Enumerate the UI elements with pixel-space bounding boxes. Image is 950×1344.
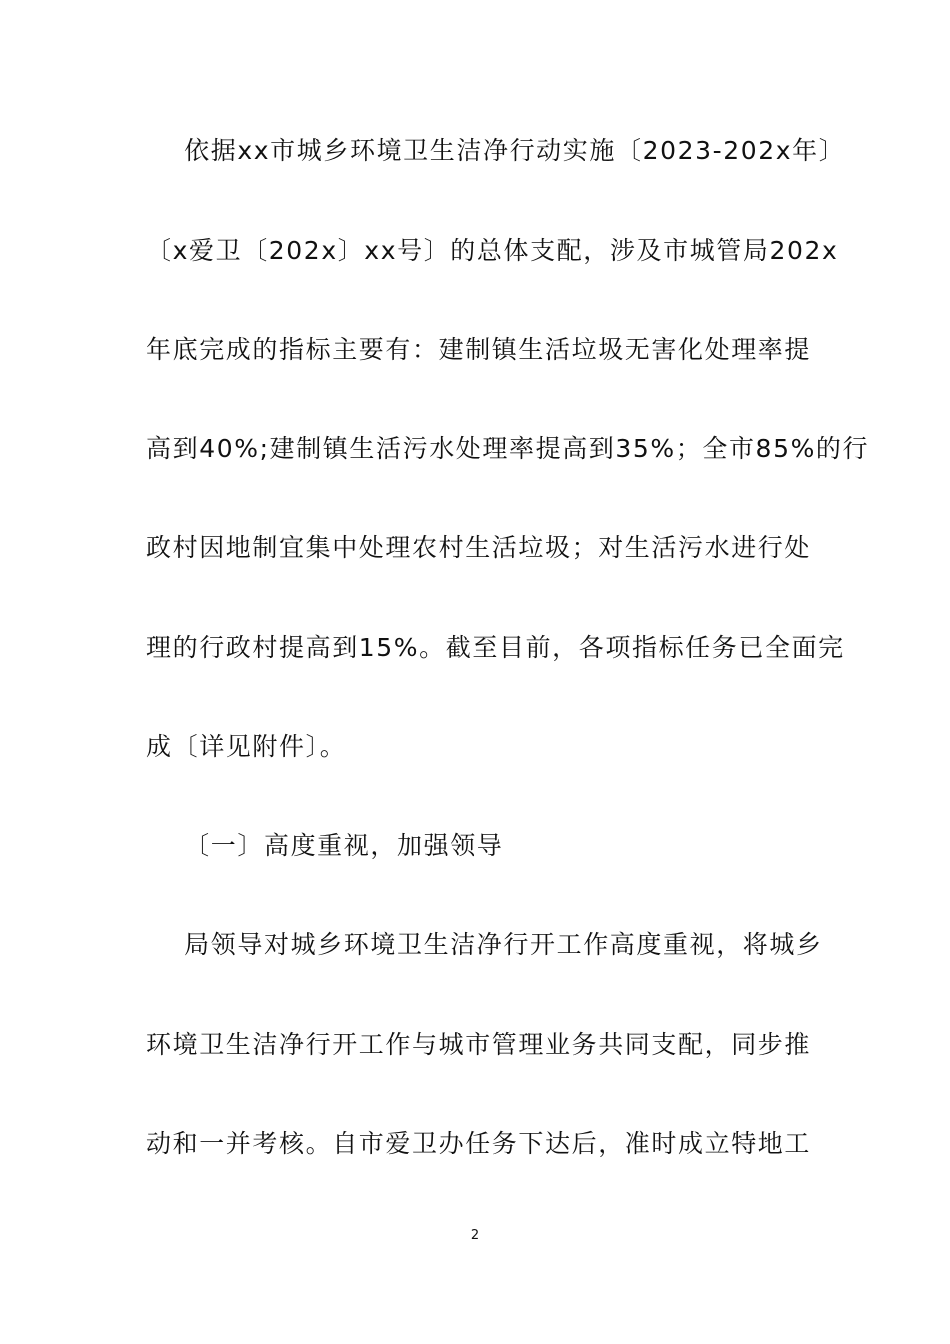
- text-line: 理的行政村提高到15%。截至目前，各项指标任务已全面完: [146, 633, 845, 662]
- text-line: 环境卫生洁净行开工作与城市管理业务共同支配，同步推: [146, 1030, 812, 1059]
- text-line: 高到40%;建制镇生活污水处理率提高到35%；全市85%的行: [146, 434, 870, 463]
- text-line: 成〔详见附件〕。: [146, 732, 347, 761]
- text-line: 〔x爱卫〔202x〕xx号〕的总体支配，涉及市城管局202x: [146, 236, 839, 265]
- text-line: 局领导对城乡环境卫生洁净行开工作高度重视，将城乡: [146, 930, 823, 959]
- text-line: 依据xx市城乡环境卫生洁净行动实施〔2023-202x年〕: [146, 136, 846, 165]
- section-heading: 〔一〕高度重视，加强领导: [146, 831, 504, 860]
- text-line: 政村因地制宜集中处理农村生活垃圾；对生活污水进行处: [146, 533, 812, 562]
- text-line: 动和一并考核。自市爱卫办任务下达后，准时成立特地工: [146, 1129, 812, 1158]
- text-line: 年底完成的指标主要有：建制镇生活垃圾无害化处理率提: [146, 335, 812, 364]
- page-number: 2: [470, 1228, 480, 1243]
